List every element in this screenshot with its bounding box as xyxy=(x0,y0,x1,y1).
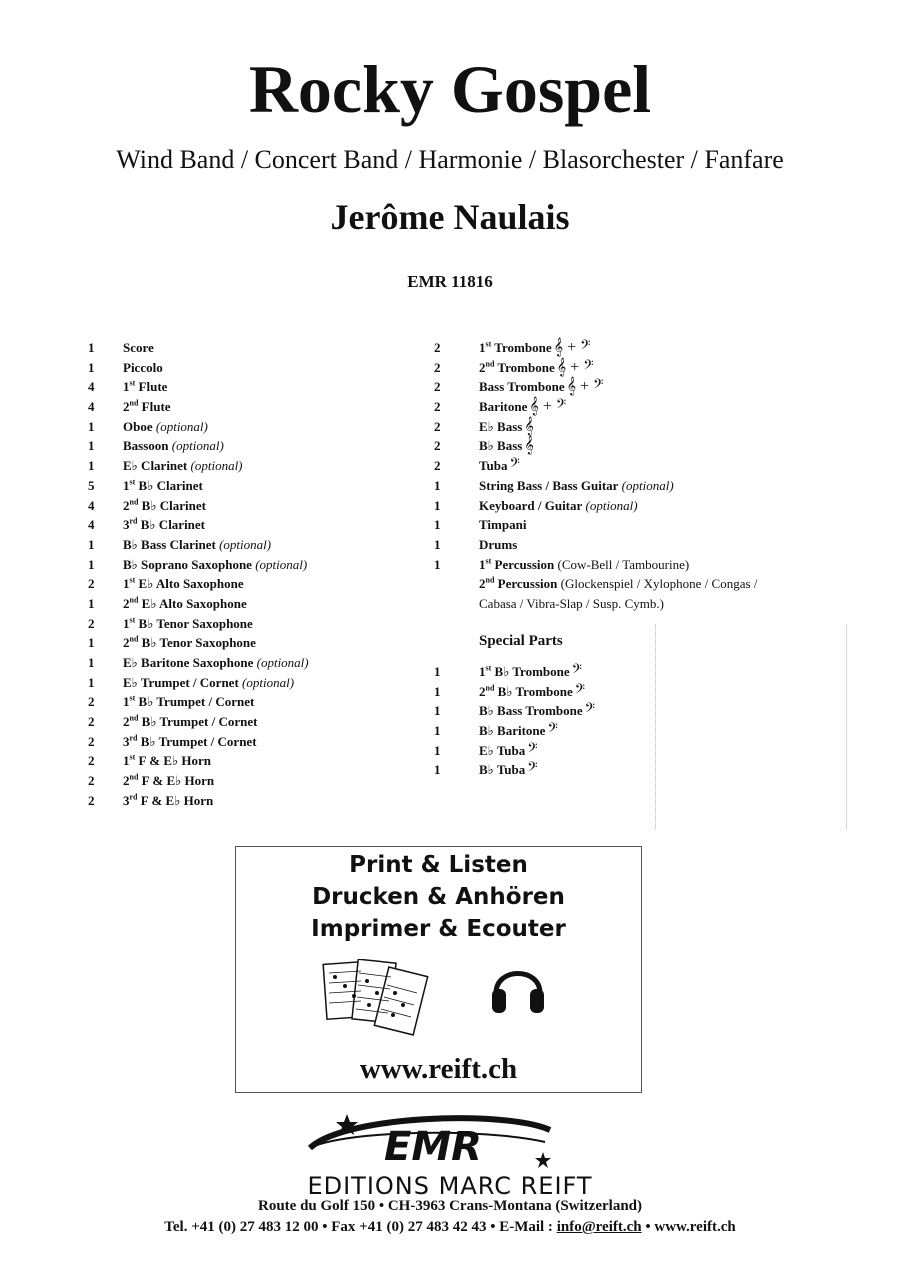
part-row xyxy=(434,358,834,378)
special-parts-list xyxy=(434,662,684,780)
part-name xyxy=(479,515,526,535)
part-quantity: 1 xyxy=(434,497,441,513)
ordinal-number: 3 xyxy=(123,733,130,749)
part-name xyxy=(123,594,247,614)
part-quantity: 4 xyxy=(88,497,95,513)
part-row xyxy=(434,741,684,761)
ordinal-suffix: st xyxy=(129,575,136,585)
part-quantity: 1 xyxy=(88,556,95,572)
part-name xyxy=(123,574,244,594)
ordinal-suffix: nd xyxy=(485,359,495,369)
clef-icon: 𝄞 xyxy=(524,437,534,455)
part-label: B♭ Bass Clarinet xyxy=(123,536,216,552)
part-row xyxy=(434,496,834,516)
part-quantity: 1 xyxy=(88,595,95,611)
part-label: B♭ Tenor Saxophone xyxy=(135,615,253,631)
part-name xyxy=(123,692,254,712)
ordinal-number: 1 xyxy=(123,477,130,493)
part-name xyxy=(123,555,307,575)
part-row xyxy=(434,515,834,535)
sheet-music-icon xyxy=(321,959,436,1049)
part-name xyxy=(123,614,253,634)
part-name xyxy=(479,555,689,575)
part-label: Percussion xyxy=(491,556,555,572)
part-quantity: 2 xyxy=(434,418,441,434)
parts-list-right xyxy=(434,338,834,614)
optional-note: (optional) xyxy=(618,477,674,493)
ordinal-suffix: st xyxy=(129,379,136,389)
part-label: Timpani xyxy=(479,517,527,533)
part-quantity: 4 xyxy=(88,379,95,395)
part-quantity: 1 xyxy=(88,458,95,474)
part-quantity: 1 xyxy=(434,556,441,572)
part-label: B♭ Clarinet xyxy=(138,497,206,513)
optional-note: (optional) xyxy=(582,497,638,513)
dotted-frame xyxy=(655,624,847,829)
part-quantity: 1 xyxy=(88,340,95,355)
ordinal-suffix: st xyxy=(129,615,136,625)
part-row xyxy=(434,760,684,780)
contact-phone-fax: Tel. +41 (0) 27 483 12 00 • Fax +41 (0) 27 483 42 43 • E-Mail : xyxy=(164,1219,557,1235)
ordinal-suffix: st xyxy=(129,694,136,704)
part-name xyxy=(479,496,638,516)
part-row xyxy=(88,574,418,594)
part-label: Piccolo xyxy=(123,359,163,375)
clef-icon: 𝄢 xyxy=(571,663,582,680)
part-name xyxy=(479,456,520,476)
part-label: E♭ Bass xyxy=(479,418,523,434)
part-row xyxy=(88,476,418,496)
part-label: E♭ Trumpet / Cornet xyxy=(123,674,239,690)
clef-icon: 𝄢 xyxy=(509,457,520,475)
ordinal-number: 2 xyxy=(123,595,130,611)
part-name xyxy=(479,535,517,555)
part-row xyxy=(88,377,418,397)
ordinal-number: 3 xyxy=(123,792,130,808)
part-name xyxy=(123,732,257,752)
optional-note: (optional) xyxy=(152,418,208,434)
ordinal-suffix: rd xyxy=(129,516,138,526)
part-quantity: 1 xyxy=(434,703,441,719)
part-name xyxy=(123,633,256,653)
part-label: Oboe xyxy=(123,418,153,434)
part-quantity: 1 xyxy=(88,655,95,670)
part-quantity: 2 xyxy=(434,438,441,454)
part-name xyxy=(123,496,206,516)
part-name xyxy=(479,662,582,682)
part-name xyxy=(479,358,594,378)
page-title: Rocky Gospel xyxy=(248,51,652,127)
ordinal-number: 2 xyxy=(479,576,486,592)
part-row xyxy=(434,456,834,476)
ordinal-suffix: nd xyxy=(129,595,139,605)
ordinal-number: 1 xyxy=(123,576,130,592)
part-quantity: 1 xyxy=(434,517,441,533)
part-label: B♭ Tuba xyxy=(479,762,526,778)
part-label: B♭ Clarinet xyxy=(135,477,203,493)
headphones-icon xyxy=(488,959,548,1019)
part-label: Percussion xyxy=(494,576,558,592)
part-quantity: 2 xyxy=(88,753,95,769)
part-label: B♭ Bass xyxy=(479,438,523,454)
part-name xyxy=(123,397,171,417)
ordinal-suffix: nd xyxy=(485,683,495,693)
part-label: E♭ Baritone Saxophone xyxy=(123,655,254,670)
part-quantity: 1 xyxy=(88,438,95,454)
part-label: String Bass / Bass Guitar xyxy=(479,477,619,493)
part-row xyxy=(434,555,834,575)
part-label: Score xyxy=(123,340,154,355)
part-quantity: 2 xyxy=(434,379,441,395)
part-row xyxy=(88,771,418,791)
part-row xyxy=(88,515,418,535)
part-quantity: 2 xyxy=(88,773,95,789)
part-label: Tuba xyxy=(479,458,508,474)
part-quantity: 1 xyxy=(88,359,95,375)
part-quantity: 1 xyxy=(434,723,441,739)
part-row xyxy=(88,633,418,653)
part-label: B♭ Clarinet xyxy=(137,517,206,533)
part-row xyxy=(434,682,684,702)
print-listen-de: Drucken & Anhören xyxy=(312,884,565,910)
part-row xyxy=(88,456,418,476)
ordinal-number: 3 xyxy=(123,517,130,533)
ordinal-number: 2 xyxy=(123,773,130,789)
part-quantity: 2 xyxy=(88,694,95,710)
part-name xyxy=(123,673,294,693)
part-quantity: 1 xyxy=(434,536,441,552)
part-label: F & E♭ Horn xyxy=(137,792,214,808)
part-row xyxy=(434,417,834,437)
part-quantity: 1 xyxy=(88,418,95,434)
part-row xyxy=(434,476,834,496)
part-name xyxy=(479,338,590,358)
ordinal-number: 2 xyxy=(123,399,130,415)
part-name xyxy=(479,436,534,456)
ordinal-suffix: st xyxy=(129,477,136,487)
composer: Jerôme Naulais xyxy=(330,197,570,237)
part-row xyxy=(434,535,834,555)
print-box-url[interactable]: www.reift.ch xyxy=(359,1053,518,1085)
part-label: Bass Trombone xyxy=(479,379,565,395)
part-label: E♭ Alto Saxophone xyxy=(135,576,244,592)
website-link[interactable]: • www.reift.ch xyxy=(641,1219,736,1235)
part-quantity: 2 xyxy=(88,576,95,592)
optional-note: (optional) xyxy=(251,556,308,572)
clef-icon: 𝄢 xyxy=(527,761,538,779)
part-name xyxy=(479,741,538,761)
part-name xyxy=(123,417,208,437)
part-quantity: 2 xyxy=(88,615,95,631)
part-label: B♭ Trumpet / Cornet xyxy=(138,714,258,730)
part-row xyxy=(88,496,418,516)
part-name xyxy=(123,436,224,456)
part-row xyxy=(434,338,834,358)
ordinal-suffix: st xyxy=(485,663,492,673)
ordinal-number: 1 xyxy=(123,379,130,395)
part-label: F & E♭ Horn xyxy=(135,753,211,769)
part-row xyxy=(88,653,418,673)
optional-note: (optional) xyxy=(215,536,272,552)
part-label: Keyboard / Guitar xyxy=(479,497,583,513)
part-name xyxy=(479,574,757,594)
publisher-name: EDITIONS MARC REIFT xyxy=(307,1172,593,1200)
part-quantity: 2 xyxy=(434,458,441,474)
part-row xyxy=(88,436,418,456)
part-name xyxy=(123,653,309,673)
part-name xyxy=(123,771,214,791)
ordinal-suffix: rd xyxy=(129,792,138,802)
part-row xyxy=(434,701,684,721)
part-row xyxy=(88,555,418,575)
ordinal-suffix: rd xyxy=(129,733,138,743)
part-label: E♭ Clarinet xyxy=(123,458,188,474)
clef-icon: 𝄢 xyxy=(527,741,538,759)
clef-icon: 𝄢 xyxy=(574,682,586,700)
publisher-contact xyxy=(0,1219,900,1236)
part-quantity: 1 xyxy=(434,762,441,778)
print-listen-en: Print & Listen xyxy=(349,852,528,878)
special-parts-heading: Special Parts xyxy=(479,633,563,649)
ordinal-suffix: st xyxy=(485,339,492,349)
part-name xyxy=(123,751,211,771)
ordinal-suffix: nd xyxy=(129,634,139,644)
part-detail-continuation: Cabasa / Vibra-Slap / Susp. Cymb.) xyxy=(479,595,664,611)
part-label: B♭ Soprano Saxophone xyxy=(123,556,252,572)
part-label: B♭ Trombone xyxy=(494,683,573,699)
part-name xyxy=(123,456,243,476)
part-name xyxy=(479,721,558,741)
part-name xyxy=(479,760,538,780)
clef-icon: 𝄢 xyxy=(584,702,595,720)
part-row xyxy=(434,436,834,456)
part-label: Flute xyxy=(135,379,168,395)
part-quantity: 1 xyxy=(88,635,95,651)
part-label: F & E♭ Horn xyxy=(138,773,215,789)
ordinal-suffix: nd xyxy=(129,497,139,507)
clef-icon: 𝄞 + 𝄢 xyxy=(553,339,591,356)
part-row xyxy=(88,358,418,378)
part-row xyxy=(88,673,418,693)
print-listen-fr: Imprimer & Ecouter xyxy=(311,916,566,942)
ordinal-number: 2 xyxy=(123,497,130,513)
part-quantity: 1 xyxy=(434,683,441,699)
part-row xyxy=(434,662,684,682)
part-row xyxy=(434,377,834,397)
clef-icon: 𝄞 + 𝄢 xyxy=(556,358,594,376)
part-name xyxy=(479,476,674,496)
part-name xyxy=(123,712,257,732)
part-name xyxy=(479,417,534,437)
part-detail: (Cow-Bell / Tambourine) xyxy=(554,556,690,572)
logo-text: EMR xyxy=(384,1124,482,1170)
part-quantity: 1 xyxy=(88,674,95,690)
part-label: Bassoon xyxy=(123,438,169,454)
clef-icon: 𝄞 xyxy=(524,417,534,435)
part-label: B♭ Tenor Saxophone xyxy=(138,635,256,651)
part-row xyxy=(88,535,418,555)
parts-list-left xyxy=(88,338,418,811)
part-row xyxy=(88,594,418,614)
part-label: Drums xyxy=(479,536,518,552)
part-row xyxy=(434,721,684,741)
part-row xyxy=(88,791,418,811)
part-quantity: 1 xyxy=(434,477,441,493)
part-label: B♭ Bass Trombone xyxy=(479,703,583,719)
optional-note: (optional) xyxy=(238,674,295,690)
clef-icon: 𝄢 xyxy=(547,722,558,740)
ordinal-number: 2 xyxy=(123,635,130,651)
part-label: B♭ Baritone xyxy=(479,723,546,739)
ordinal-suffix: st xyxy=(129,753,136,763)
ordinal-number: 1 xyxy=(479,664,486,679)
part-name xyxy=(123,535,271,555)
part-label: E♭ Alto Saxophone xyxy=(138,595,247,611)
part-label: E♭ Tuba xyxy=(479,742,526,758)
part-quantity: 1 xyxy=(88,536,95,552)
ordinal-suffix: nd xyxy=(129,772,139,782)
part-quantity: 1 xyxy=(434,742,441,758)
part-quantity: 2 xyxy=(88,733,95,749)
part-row xyxy=(88,712,418,732)
email-link[interactable]: info@reift.ch xyxy=(556,1219,642,1235)
optional-note: (optional) xyxy=(187,458,243,474)
clef-icon: 𝄞 + 𝄢 xyxy=(529,398,567,416)
ordinal-number: 2 xyxy=(479,683,486,699)
part-name xyxy=(123,377,167,397)
part-quantity: 1 xyxy=(434,664,441,679)
part-label: Trombone xyxy=(494,359,555,375)
part-label: Flute xyxy=(138,399,171,415)
part-name xyxy=(123,358,163,378)
optional-note: (optional) xyxy=(168,438,224,454)
ordinal-suffix: nd xyxy=(129,398,139,408)
part-name xyxy=(479,682,585,702)
part-row xyxy=(88,692,418,712)
part-name xyxy=(479,397,566,417)
part-row xyxy=(434,397,834,417)
part-label: B♭ Trumpet / Cornet xyxy=(137,733,257,749)
catalog-number: EMR 11816 xyxy=(407,272,493,291)
part-quantity: 2 xyxy=(88,714,95,730)
ordinal-number: 1 xyxy=(479,556,486,572)
subtitle: Wind Band / Concert Band / Harmonie / Blasorchester / Fanfare xyxy=(116,145,784,174)
optional-note: (optional) xyxy=(253,655,309,670)
ordinal-suffix: st xyxy=(485,556,492,566)
part-quantity: 2 xyxy=(434,399,441,415)
publisher-address: Route du Golf 150 • CH-3963 Crans-Montana (Switzerland) xyxy=(258,1198,642,1214)
emr-logo xyxy=(305,1110,560,1172)
clef-icon: 𝄞 + 𝄢 xyxy=(566,378,604,396)
ordinal-number: 2 xyxy=(123,714,130,730)
part-name xyxy=(123,476,203,496)
part-quantity: 4 xyxy=(88,517,95,533)
part-row xyxy=(88,417,418,437)
part-quantity: 2 xyxy=(434,340,441,355)
part-name xyxy=(479,701,595,721)
part-label: B♭ Trombone xyxy=(491,664,570,679)
ordinal-number: 1 xyxy=(479,340,486,355)
part-label: Trombone xyxy=(491,340,552,355)
part-quantity: 2 xyxy=(434,359,441,375)
ordinal-number: 1 xyxy=(123,694,130,710)
part-row xyxy=(88,397,418,417)
part-row xyxy=(434,574,834,594)
part-row xyxy=(88,338,418,358)
part-name xyxy=(479,377,603,397)
part-name xyxy=(123,515,205,535)
ordinal-number: 2 xyxy=(479,359,486,375)
part-quantity: 5 xyxy=(88,477,95,493)
part-row xyxy=(88,751,418,771)
part-quantity: 4 xyxy=(88,399,95,415)
part-name xyxy=(123,791,213,811)
print-listen-box xyxy=(235,846,642,1093)
part-label: Baritone xyxy=(479,399,528,415)
part-row xyxy=(88,732,418,752)
part-row xyxy=(88,614,418,634)
part-quantity: 2 xyxy=(88,792,95,808)
part-label: B♭ Trumpet / Cornet xyxy=(135,694,255,710)
part-name xyxy=(123,338,154,358)
ordinal-suffix: nd xyxy=(129,713,139,723)
part-detail: (Glockenspiel / Xylophone / Congas / xyxy=(557,576,758,592)
ordinal-suffix: nd xyxy=(485,575,495,585)
ordinal-number: 1 xyxy=(123,615,130,631)
ordinal-number: 1 xyxy=(123,753,130,769)
